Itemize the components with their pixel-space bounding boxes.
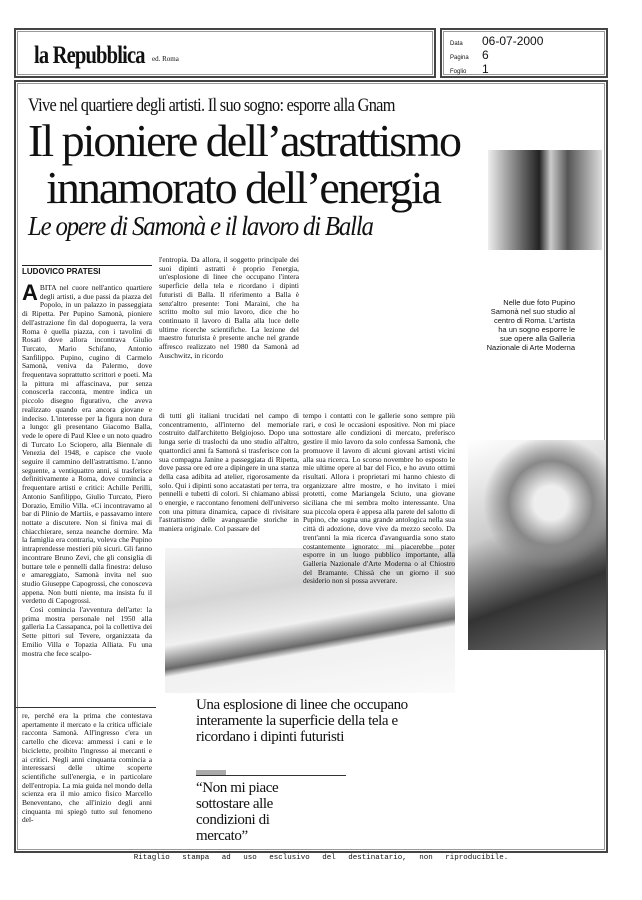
sheet-value: 1 xyxy=(482,62,489,76)
column-1-bottom: re, perché era la prima che contestava apertamente il mercato e la critica ufficiale racconta Samonà. All'ingresso c'era un cartello che diceva: ammessi i cani e le biciclette, proibito l'ingresso ai mercanti e ai critici. Negli anni cinquanta comincia a interessarsi delle ultime scoperte scientifiche sull'energia, e in particolare dell'entropia. La mia guida nel mondo della scienza era il mio amico fisico Marcello Beneventano, che all'inizio degli anni cinquanta mi spiegò tutto sul fenomeno del- xyxy=(22,712,152,825)
column-2-top: l'entropia. Da allora, il soggetto principale dei suoi dipinti astratti è proprio l'energia, un'esplosione di linee che occupano l'intera superficie della tela e ricordano i dipinti futuristi di Balla. Il riferimento a Balla è senz'altro presente: Toni Maraini, che ha scritto molto sul mio lavoro, dice che ho continuato il lavoro di Balla alla luce delle ultime ricerche scientifiche. La lezione del maestro futurista è presente anche nel grande affresco realizzato nel 1980 da Samonà ad Auschwitz, in ricordo xyxy=(159,256,299,360)
sheet-row xyxy=(450,60,489,78)
page-value: 6 xyxy=(482,48,489,62)
column-divider xyxy=(16,707,156,708)
artist-photo-top xyxy=(488,150,602,250)
sheet-label: Foglio xyxy=(450,69,467,75)
footer-notice: Ritaglio stampa ad uso esclusivo del destinatario, non riproducibile. xyxy=(133,854,509,862)
column-3: tempo i contatti con le gallerie sono sempre più rari, e così le occasioni espositive. Non mi piace sottostare alle condizioni di mercato, preferisco gestire il mio lavoro da solo confessa Samonà, che promuove il lavoro di alcuni giovani artisti vicini alla sua ricerca. Lo scorso novembre ho esposto le mie ultime opere al bar del Fico, e ho avuto ottimi risultati. Allora i proprietari mi hanno chiesto di organizzare altre mostre, e ho invitato i miei protetti, come Mariangela Sciuto, una giovane siciliana che mi sembra molto interessante. Una sua piccola opera è appesa alla parete del salotto di Pupino, che sogna una grande antologica nella sua città di adozione, dove vive da mezzo secolo. Da trent'anni la mia ricerca d'avanguardia sono stato costantemente ignorato: mi piacerebbe poter esporre in un luogo pubblico importante, alla Galleria Nazionale d'Arte Moderna o al Chiostro del Bramante. Chissà che un giorno il suo desiderio non si possa avverare. xyxy=(303,412,455,586)
edition-label: ed. Roma xyxy=(152,55,179,63)
newspaper-logo: la Repubblica xyxy=(34,42,145,69)
column-1-top xyxy=(22,284,152,704)
drop-cap: A xyxy=(22,284,38,305)
article-subtitle: Le opere di Samonà e il lavoro di Balla xyxy=(28,211,373,241)
date-label: Data xyxy=(450,41,463,47)
article-kicker: Vive nel quartiere degli artisti. Il suo sogno: esporre alla Gnam xyxy=(28,95,395,116)
photo-caption: Nelle due foto Pupino Samonà nel suo studio al centro di Roma. L'artista ha un sogno esporre le sue opere alla Galleria Nazionale di Arte Moderna xyxy=(486,298,575,352)
artist-photo-bottom xyxy=(468,440,606,650)
article-title-line2: innamorato dell’energia xyxy=(46,162,440,213)
page-label: Pagina xyxy=(450,55,469,61)
byline: LUDOVICO PRATESI xyxy=(22,265,152,276)
article-title-line1: Il pioniere dell’astrattismo xyxy=(28,115,460,166)
pull-quote-1: Una esplosione di linee che occupano interamente la superficie della tela e ricordano i dipinti futuristi xyxy=(196,697,408,745)
column-1-paragraph-2: Così comincia l'avventura dell'arte: la prima mostra personale nel 1950 alla galleria La Cassapanca, poi la collettiva dei Sette pittori sul Tevere, organizzata da Emilio Villa e Topazia Alliata. Fu una mostra che fece scalpo- xyxy=(22,605,152,658)
pull-quote-2: “Non mi piace sottostare alle condizioni di mercato” xyxy=(196,780,279,844)
masthead-box xyxy=(14,28,436,78)
column-1-text: BITA nel cuore nell'antico quartiere degli artisti, a due passi da piazza del Popolo, in un palazzo in passeggiata di Ripetta. Per Pupino Samonà, pioniere dell'astrazione fin dal dopoguerra, la vera Roma è quella piazza, con i tavolini di Rosati dove allora incontrava Giulio Turcato, Mario Schifano, Antonio Sanfilippo. Pupino, cugino di Carmelo Samonà, veniva da Palermo, dove frequentava soprattutto scrittori e poeti. Ma la pittura mi affascinava, pur senza conoscerla racconta, mentre indica un piccolo disegno figurativo, che aveva realizzato quando era ancora giovane e indeciso. L'interesse per la figura non dura a lungo: gli presentano Giacomo Balla, vede le opere di Paul Klee e un noto quadro di Turcato Lo Sciopero, alla Biennale di Venezia del 1948, e capisce che vuole seguire il cammino dell'astrattismo. L'anno seguente, a ventiquattro anni, si trasferisce definitivamente a Roma, dove comincia a frequentare artisti e critici: Achille Perilli, Antonio Sanfilippo, Giulio Turcato, Piero Dorazio, Emilio Villa. «Ci incontravamo al bar di Plinio de Martiis, e passavamo intere nottate a discutere. Non si finiva mai di chiacchierare, senza neanche dormire. Ma la famiglia era contraria, voleva che Pupino intraprendesse mestieri più sicuri. Gli fanno incontrare Bruno Zevi, che gli consiglia di buttare tele e pennelli dalla finestra: deluso e amareggiato, Samonà invita nel suo studio Giuseppe Capogrossi, che conosceva appena. Non butti niente, ma insista fu il verdetto di Capogrossi. xyxy=(22,284,152,606)
column-2-bottom: di tutti gli italiani trucidati nel campo di concentramento, all'interno del memoriale costruito dall'architetto Belgiojoso. Dopo una lunga serie di traslochi da uno studio all'altro, quattordici anni fa Samonà si trasferisce con la sua compagna Janine a passeggiata di Ripetta, dove passa ore ed ore a dipingere in una stanza della casa adibita ad atelier, rigorosamente da solo. Qui i dipinti sono accatastati per terra, tra pennelli e tubetti di colori. Si chiamano abissi o energie, e raccontano fenomeni dell'universo con una pittura dinamica, capace di rivisitare l'astrattismo delle avanguardie storiche in maniera originale. Col passare del xyxy=(159,412,299,534)
pull-quote-rule xyxy=(196,775,346,776)
info-box xyxy=(440,28,608,78)
pull-quote-marker xyxy=(196,770,226,775)
date-value: 06-07-2000 xyxy=(482,34,544,48)
